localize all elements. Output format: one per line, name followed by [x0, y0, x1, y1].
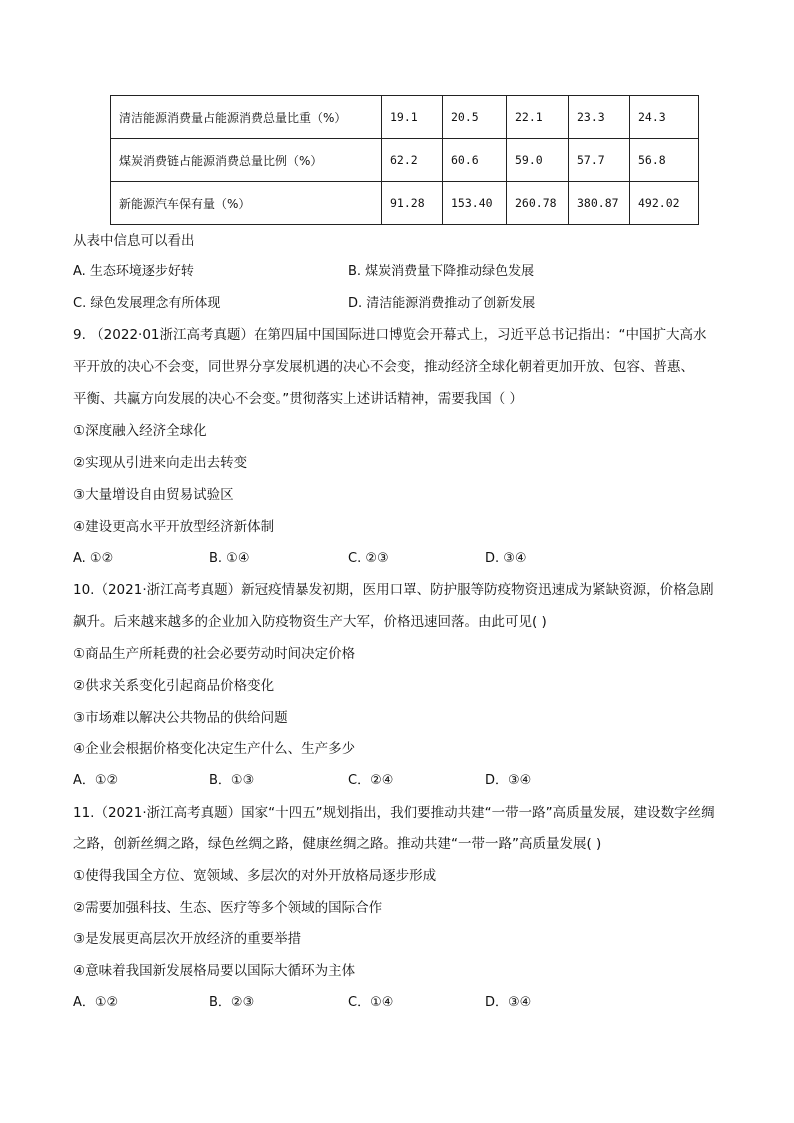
- table-cell: 380.87: [569, 182, 630, 225]
- q9-option-d[interactable]: D. ③④: [485, 551, 527, 566]
- q11-statement-2: ②需要加强科技、生态、医疗等多个领域的国际合作: [73, 900, 383, 916]
- q9-option-b[interactable]: B. ①④: [209, 551, 250, 566]
- row-label: 清洁能源消费量占能源消费总量比重（%）: [111, 96, 382, 139]
- table-row: [111, 96, 699, 139]
- q9-option-a[interactable]: A. ①②: [73, 551, 114, 566]
- q10-statement-1: ①商品生产所耗费的社会必要劳动时间决定价格: [73, 646, 356, 662]
- table-row: [111, 182, 699, 225]
- question-10-text-line-2: 飙升。后来越来越多的企业加入防疫物资生产大军，价格迅速回落。由此可见( ): [73, 614, 547, 630]
- table-cell: 91.28: [382, 182, 443, 225]
- q10-option-a[interactable]: A．①②: [73, 773, 119, 788]
- q9-statement-3: ③大量增设自由贸易试验区: [73, 487, 234, 503]
- q11-option-a[interactable]: A．①②: [73, 995, 119, 1010]
- table-cell: 153.40: [443, 182, 507, 225]
- q10-statement-4: ④企业会根据价格变化决定生产什么、生产多少: [73, 741, 356, 757]
- q8-option-a[interactable]: A. 生态环境逐步好转: [73, 264, 194, 279]
- q11-statement-3: ③是发展更高层次开放经济的重要举措: [73, 931, 302, 947]
- table-cell: 20.5: [443, 96, 507, 139]
- q11-option-d[interactable]: D．③④: [485, 995, 532, 1010]
- q10-statement-3: ③市场难以解决公共物品的供给问题: [73, 710, 288, 726]
- row-label: 新能源汽车保有量（%）: [111, 182, 382, 225]
- q10-option-b[interactable]: B．①③: [209, 773, 255, 788]
- table-cell: 56.8: [630, 139, 699, 182]
- question-10-text-line-1: 10.（2021·浙江高考真题）新冠疫情暴发初期，医用口罩、防护服等防疫物资迅速成为紧缺资源，价格急剧: [73, 582, 714, 598]
- table-cell: 260.78: [507, 182, 569, 225]
- q10-option-c[interactable]: C．②④: [348, 773, 394, 788]
- table-cell: 19.1: [382, 96, 443, 139]
- table-cell: 57.7: [569, 139, 630, 182]
- q11-statement-1: ①使得我国全方位、宽领域、多层次的对外开放格局逐步形成: [73, 868, 437, 884]
- question-11-text-line-2: 之路，创新丝绸之路，绿色丝绸之路，健康丝绸之路。推动共建“一带一路”高质量发展( ): [73, 836, 602, 852]
- question-11-text-line-1: 11.（2021·浙江高考真题）国家“十四五”规划指出，我们要推动共建“一带一路”高质量发展，建设数字丝绸: [73, 805, 715, 821]
- q9-statement-4: ④建设更高水平开放型经济新体制: [73, 519, 275, 535]
- table-cell: 62.2: [382, 139, 443, 182]
- q9-statement-1: ①深度融入经济全球化: [73, 423, 207, 439]
- table-cell: 23.3: [569, 96, 630, 139]
- q9-option-c[interactable]: C. ②③: [348, 551, 389, 566]
- question-9-text-line-1: 9. （2022·01浙江高考真题）在第四届中国国际进口博览会开幕式上，习近平总书记指出：“中国扩大高水: [73, 327, 707, 343]
- q11-option-b[interactable]: B．②③: [209, 995, 255, 1010]
- energy-statistics-table: [110, 95, 699, 225]
- q10-option-d[interactable]: D．③④: [485, 773, 532, 788]
- question-9-text-line-2: 平开放的决心不会变，同世界分享发展机遇的决心不会变，推动经济全球化朝着更加开放、包容、普惠、: [73, 359, 694, 375]
- table-cell: 492.02: [630, 182, 699, 225]
- q11-option-c[interactable]: C．①④: [348, 995, 394, 1010]
- q8-option-b[interactable]: B. 煤炭消费量下降推动绿色发展: [348, 264, 535, 279]
- question-9-text-line-3: 平衡、共赢方向发展的决心不会变。”贯彻落实上述讲话精神，需要我国（ ）: [73, 391, 524, 407]
- row-label: 煤炭消费链占能源消费总量比例（%）: [111, 139, 382, 182]
- q9-statement-2: ②实现从引进来向走出去转变: [73, 455, 248, 471]
- q11-statement-4: ④意味着我国新发展格局要以国际大循环为主体: [73, 963, 356, 979]
- q10-statement-2: ②供求关系变化引起商品价格变化: [73, 678, 275, 694]
- table-cell: 60.6: [443, 139, 507, 182]
- question-8-stem: 从表中信息可以看出: [73, 233, 195, 249]
- q8-option-c[interactable]: C. 绿色发展理念有所体现: [73, 296, 221, 311]
- table-row: [111, 139, 699, 182]
- table-cell: 24.3: [630, 96, 699, 139]
- q8-option-d[interactable]: D. 清洁能源消费推动了创新发展: [348, 296, 536, 311]
- table-cell: 59.0: [507, 139, 569, 182]
- table-cell: 22.1: [507, 96, 569, 139]
